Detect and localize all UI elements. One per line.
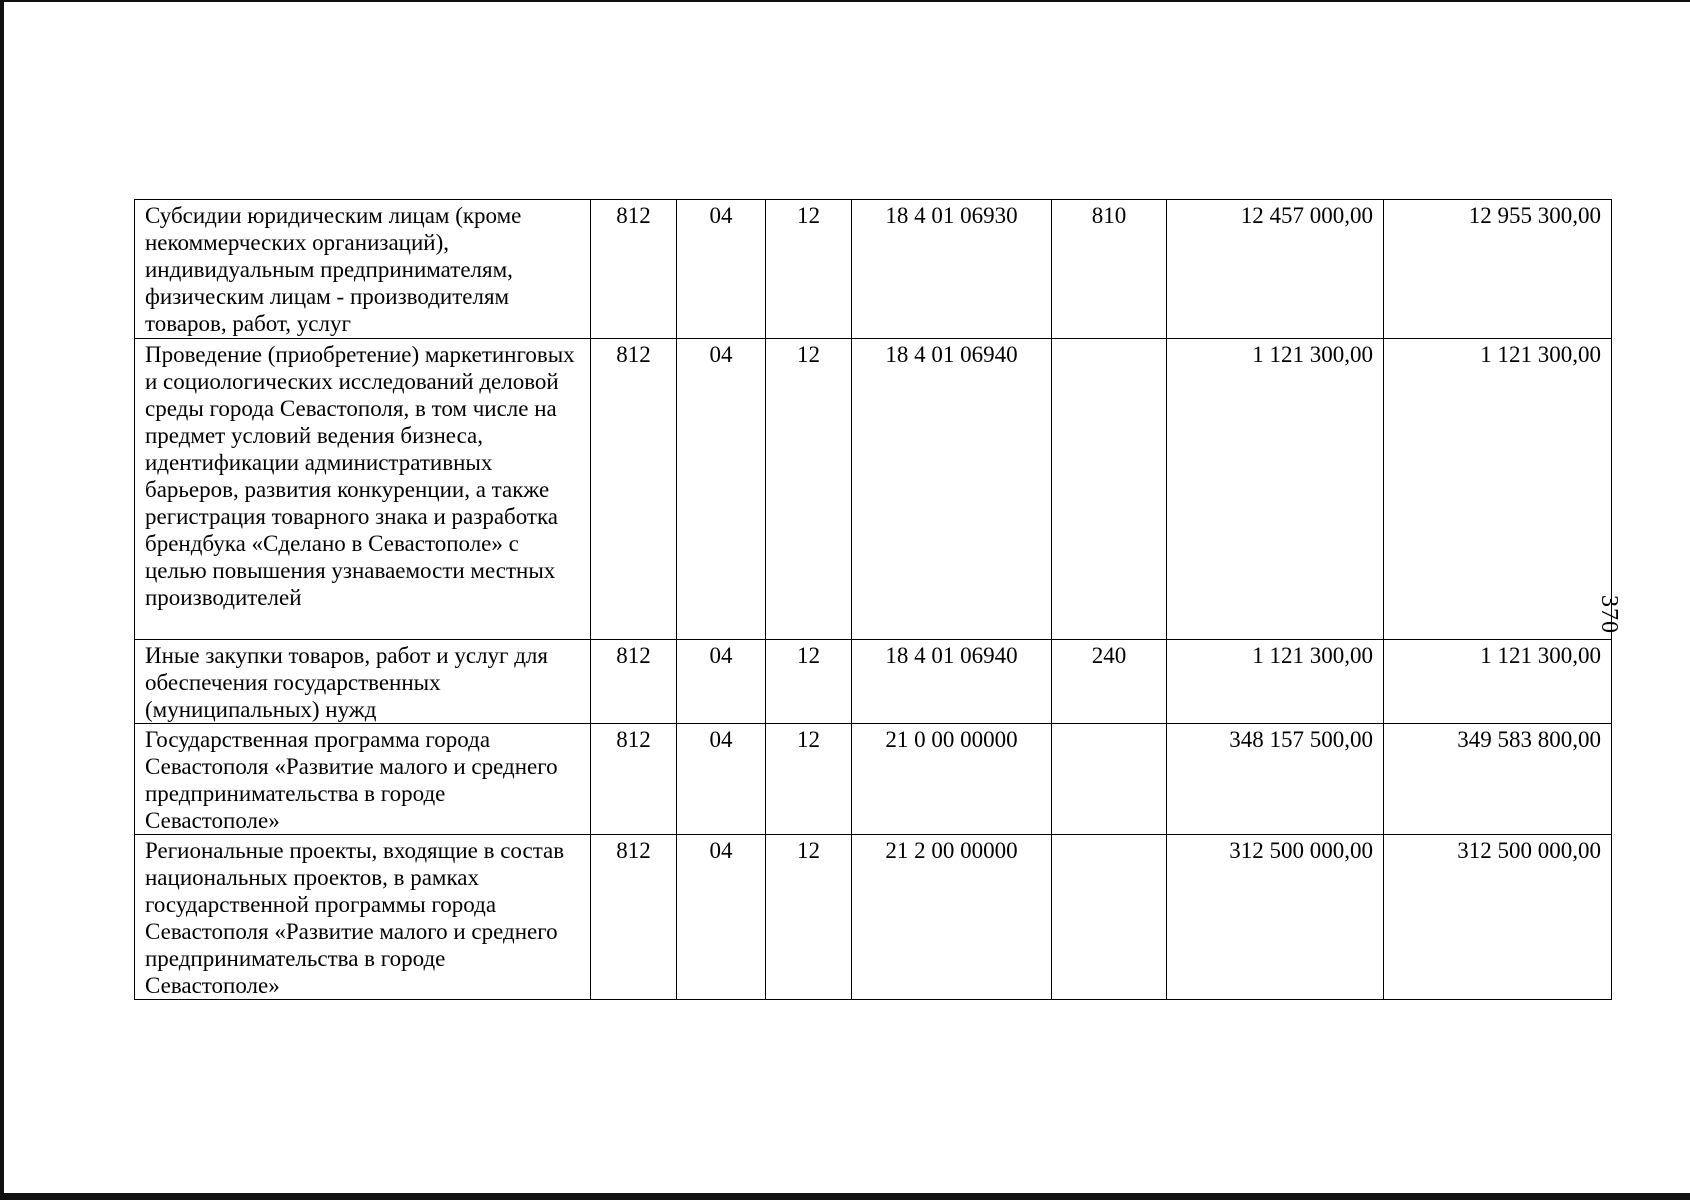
target-article-cell: 21 2 00 00000 — [852, 835, 1052, 1000]
table-row — [135, 835, 1612, 1000]
section-code-cell: 04 — [677, 835, 766, 1000]
amount-first-year-cell: 1 121 300,00 — [1167, 640, 1384, 724]
table-row — [135, 640, 1612, 724]
expense-name-cell: Иные закупки товаров, работ и услуг для обеспечения государственных (муниципальных) нужд — [135, 640, 591, 724]
section-code-cell: 04 — [677, 640, 766, 724]
target-article-cell: 18 4 01 06930 — [852, 200, 1052, 339]
amount-second-year-cell: 1 121 300,00 — [1384, 640, 1612, 724]
ministry-code-cell: 812 — [591, 724, 677, 835]
ministry-code-cell: 812 — [591, 200, 677, 339]
subsection-code-cell: 12 — [766, 640, 852, 724]
amount-second-year-cell: 12 955 300,00 — [1384, 200, 1612, 339]
table-row — [135, 339, 1612, 640]
subsection-code-cell: 12 — [766, 200, 852, 339]
budget-table — [134, 199, 1612, 1000]
amount-second-year-cell: 349 583 800,00 — [1384, 724, 1612, 835]
ministry-code-cell: 812 — [591, 835, 677, 1000]
amount-second-year-cell: 1 121 300,00 — [1384, 339, 1612, 640]
subsection-code-cell: 12 — [766, 724, 852, 835]
section-code-cell: 04 — [677, 339, 766, 640]
scan-border-top — [0, 0, 1690, 2]
expense-type-cell: 810 — [1052, 200, 1167, 339]
subsection-code-cell: 12 — [766, 835, 852, 1000]
expense-name-cell: Субсидии юридическим лицам (кроме некоммерческих организаций), индивидуальным предпринимателям, физическим лицам - производителям товаров, работ, услуг — [135, 200, 591, 339]
section-code-cell: 04 — [677, 200, 766, 339]
expense-type-cell — [1052, 339, 1167, 640]
amount-first-year-cell: 1 121 300,00 — [1167, 339, 1384, 640]
target-article-cell: 18 4 01 06940 — [852, 339, 1052, 640]
expense-name-cell: Региональные проекты, входящие в состав национальных проектов, в рамках государственной программы города Севастополя «Развитие малого и среднего предпринимательства в городе Севастополе» — [135, 835, 591, 1000]
expense-name-cell: Государственная программа города Севастополя «Развитие малого и среднего предпринимательства в городе Севастополе» — [135, 724, 591, 835]
subsection-code-cell: 12 — [766, 339, 852, 640]
scan-border-bottom — [0, 1193, 1690, 1200]
expense-type-cell — [1052, 835, 1167, 1000]
expense-name-cell: Проведение (приобретение) маркетинговых и социологических исследований деловой среды города Севастополя, в том числе на предмет условий ведения бизнеса, идентификации административных барьеров, развития конкуренции, а также регистрация товарного знака и разработка брендбука «Сделано в Севастополе» с целью повышения узнаваемости местных производителей — [135, 339, 591, 640]
target-article-cell: 21 0 00 00000 — [852, 724, 1052, 835]
page-number: 370 — [1596, 595, 1622, 634]
ministry-code-cell: 812 — [591, 640, 677, 724]
table-row — [135, 724, 1612, 835]
target-article-cell: 18 4 01 06940 — [852, 640, 1052, 724]
amount-first-year-cell: 348 157 500,00 — [1167, 724, 1384, 835]
table-row — [135, 200, 1612, 339]
scan-border-left — [0, 0, 4, 1200]
amount-second-year-cell: 312 500 000,00 — [1384, 835, 1612, 1000]
amount-first-year-cell: 12 457 000,00 — [1167, 200, 1384, 339]
expense-type-cell — [1052, 724, 1167, 835]
expense-type-cell: 240 — [1052, 640, 1167, 724]
ministry-code-cell: 812 — [591, 339, 677, 640]
section-code-cell: 04 — [677, 724, 766, 835]
amount-first-year-cell: 312 500 000,00 — [1167, 835, 1384, 1000]
